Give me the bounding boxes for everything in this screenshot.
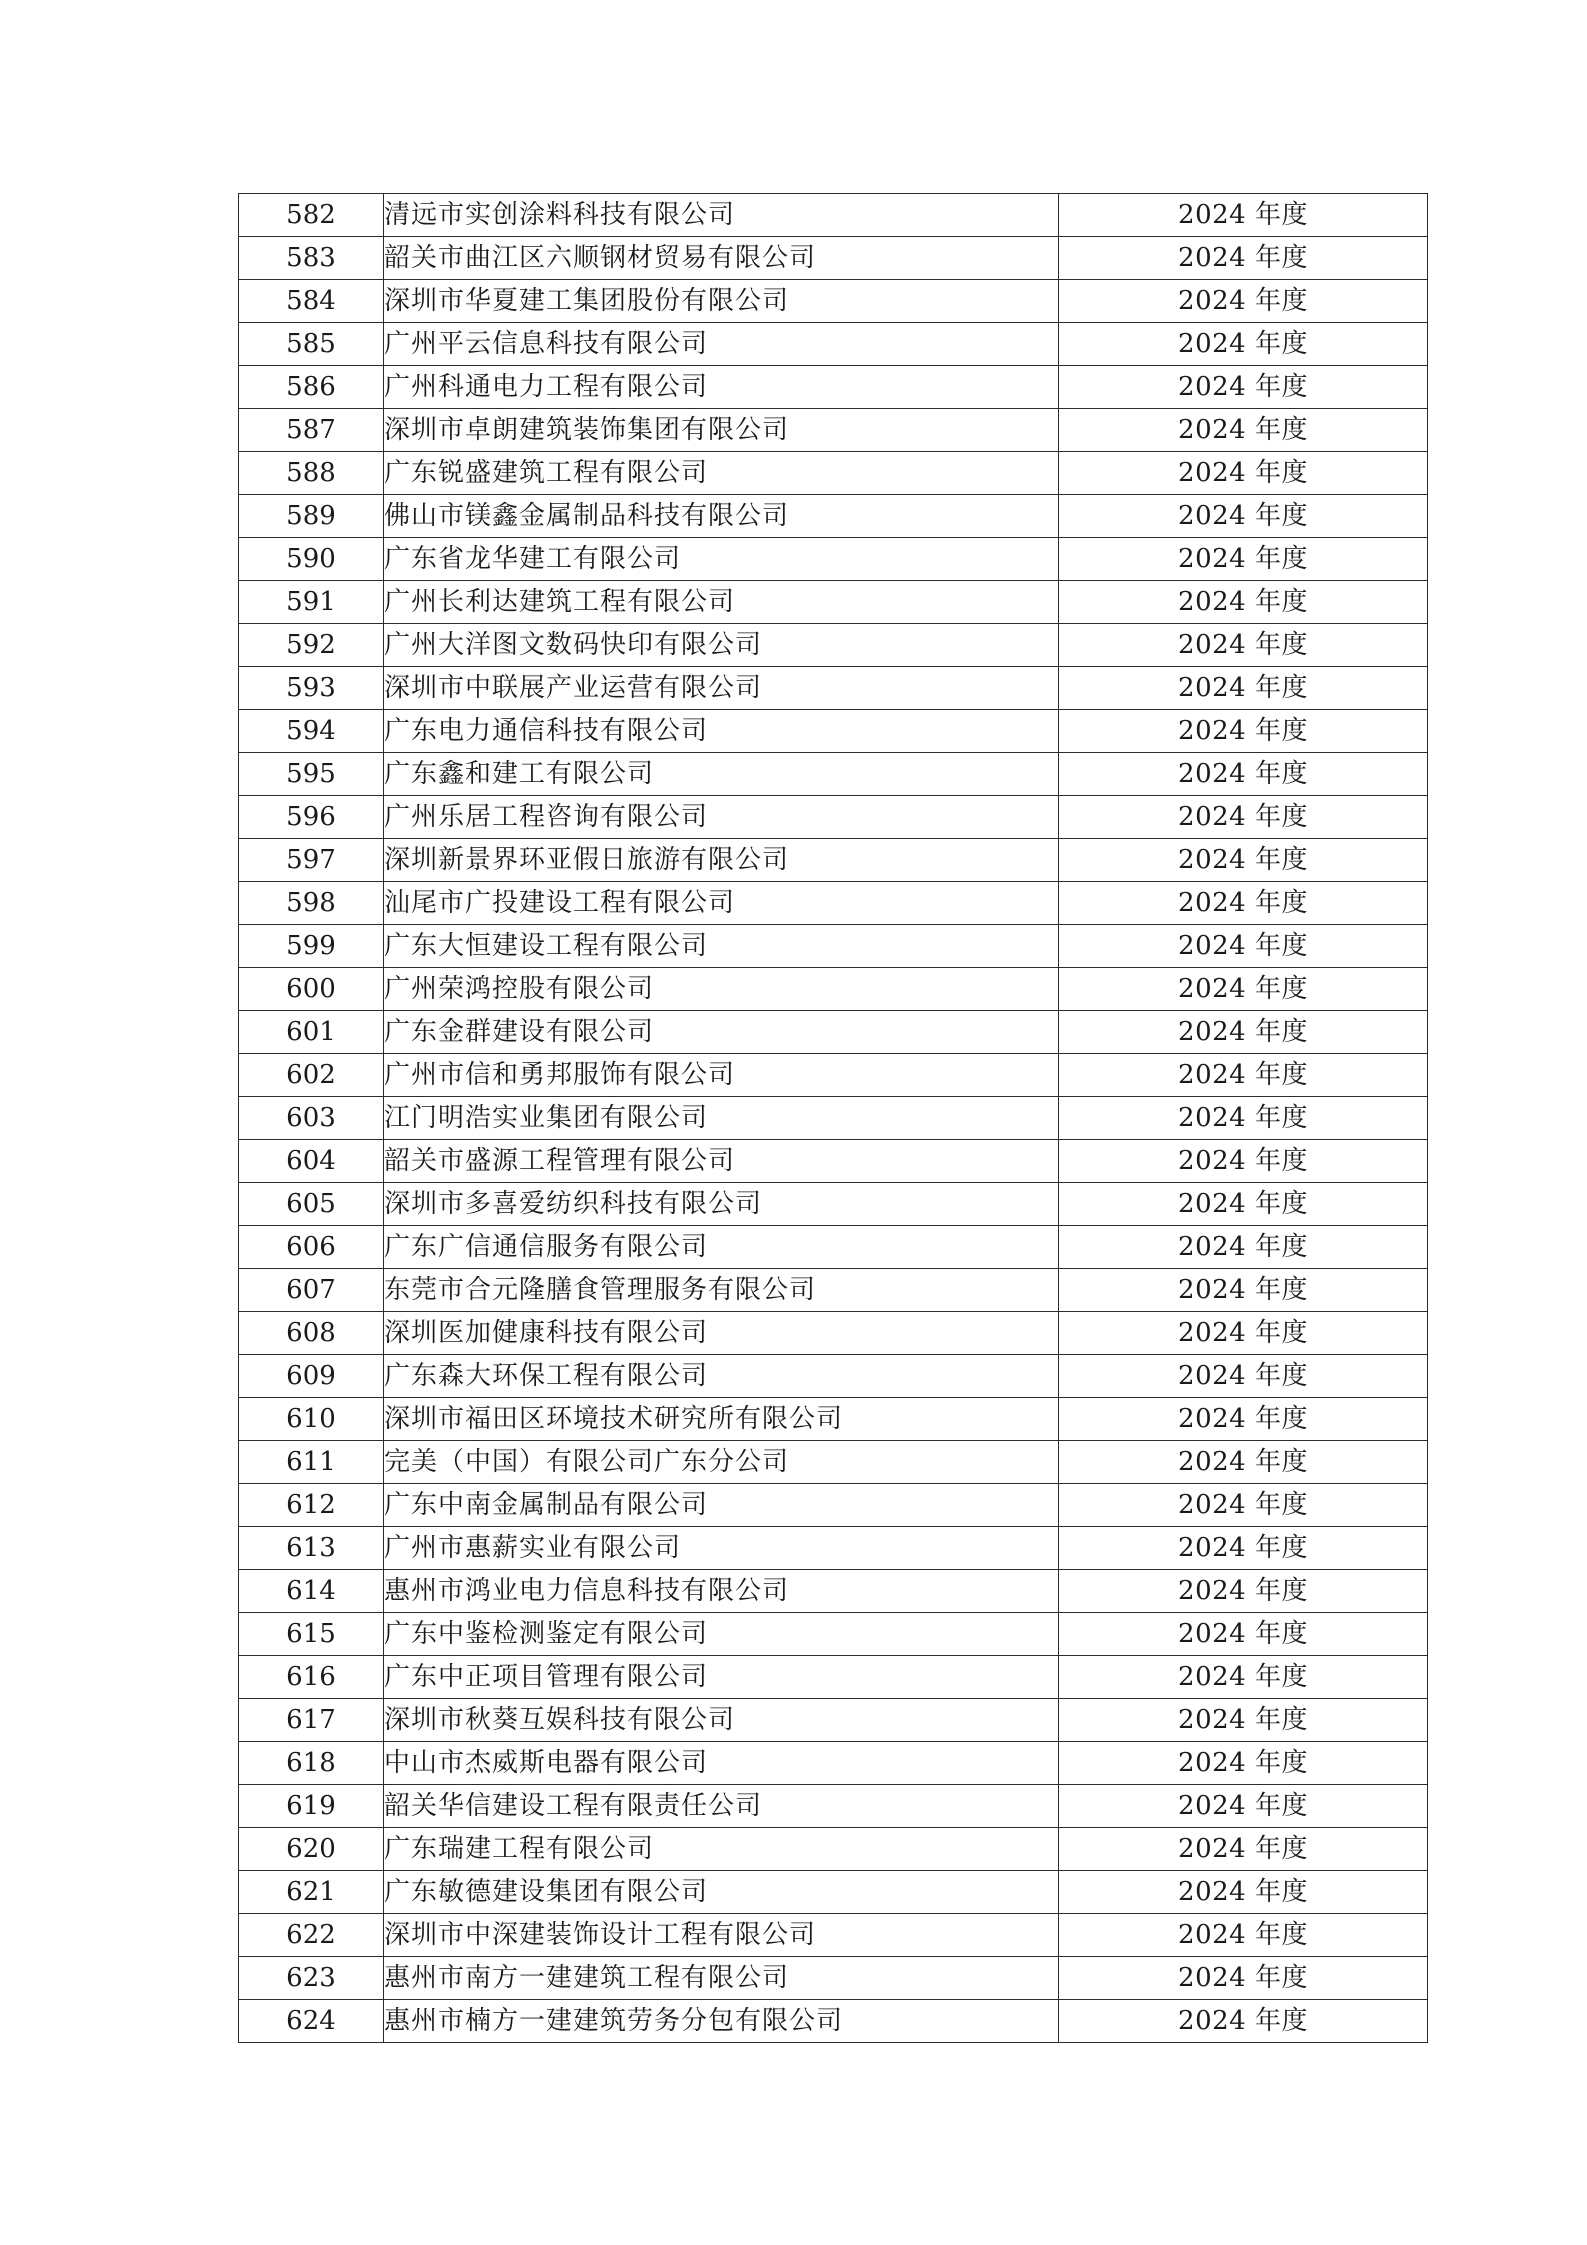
company-name-cell: 广东金群建设有限公司 bbox=[384, 1011, 1059, 1054]
company-name-cell: 清远市实创涂料科技有限公司 bbox=[384, 194, 1059, 237]
row-number-cell: 612 bbox=[239, 1484, 384, 1527]
table-row bbox=[239, 280, 1428, 323]
row-number-cell: 614 bbox=[239, 1570, 384, 1613]
year-cell: 2024 年度 bbox=[1059, 1441, 1428, 1484]
year-cell: 2024 年度 bbox=[1059, 1140, 1428, 1183]
year-cell: 2024 年度 bbox=[1059, 1828, 1428, 1871]
year-cell: 2024 年度 bbox=[1059, 1226, 1428, 1269]
company-name-cell: 江门明浩实业集团有限公司 bbox=[384, 1097, 1059, 1140]
company-name-cell: 佛山市镁鑫金属制品科技有限公司 bbox=[384, 495, 1059, 538]
year-cell: 2024 年度 bbox=[1059, 366, 1428, 409]
company-list-table bbox=[238, 193, 1428, 2043]
company-name-cell: 深圳市卓朗建筑装饰集团有限公司 bbox=[384, 409, 1059, 452]
row-number-cell: 617 bbox=[239, 1699, 384, 1742]
row-number-cell: 606 bbox=[239, 1226, 384, 1269]
row-number-cell: 589 bbox=[239, 495, 384, 538]
company-name-cell: 广州平云信息科技有限公司 bbox=[384, 323, 1059, 366]
row-number-cell: 583 bbox=[239, 237, 384, 280]
year-cell: 2024 年度 bbox=[1059, 2000, 1428, 2043]
table-row bbox=[239, 1785, 1428, 1828]
table-row bbox=[239, 1355, 1428, 1398]
year-cell: 2024 年度 bbox=[1059, 1097, 1428, 1140]
company-name-cell: 广东大恒建设工程有限公司 bbox=[384, 925, 1059, 968]
company-name-cell: 广东鑫和建工有限公司 bbox=[384, 753, 1059, 796]
table-row bbox=[239, 1054, 1428, 1097]
table-row bbox=[239, 409, 1428, 452]
table-row bbox=[239, 1570, 1428, 1613]
row-number-cell: 600 bbox=[239, 968, 384, 1011]
year-cell: 2024 年度 bbox=[1059, 1914, 1428, 1957]
company-name-cell: 汕尾市广投建设工程有限公司 bbox=[384, 882, 1059, 925]
year-cell: 2024 年度 bbox=[1059, 1613, 1428, 1656]
table-row bbox=[239, 1398, 1428, 1441]
row-number-cell: 609 bbox=[239, 1355, 384, 1398]
year-cell: 2024 年度 bbox=[1059, 1527, 1428, 1570]
table-row bbox=[239, 710, 1428, 753]
table-row bbox=[239, 1441, 1428, 1484]
row-number-cell: 604 bbox=[239, 1140, 384, 1183]
year-cell: 2024 年度 bbox=[1059, 323, 1428, 366]
year-cell: 2024 年度 bbox=[1059, 452, 1428, 495]
row-number-cell: 588 bbox=[239, 452, 384, 495]
row-number-cell: 611 bbox=[239, 1441, 384, 1484]
company-name-cell: 广东广信通信服务有限公司 bbox=[384, 1226, 1059, 1269]
row-number-cell: 582 bbox=[239, 194, 384, 237]
year-cell: 2024 年度 bbox=[1059, 581, 1428, 624]
year-cell: 2024 年度 bbox=[1059, 1570, 1428, 1613]
table-row bbox=[239, 1312, 1428, 1355]
company-name-cell: 韶关华信建设工程有限责任公司 bbox=[384, 1785, 1059, 1828]
company-name-cell: 深圳市中深建装饰设计工程有限公司 bbox=[384, 1914, 1059, 1957]
company-name-cell: 广东省龙华建工有限公司 bbox=[384, 538, 1059, 581]
row-number-cell: 585 bbox=[239, 323, 384, 366]
table-row bbox=[239, 796, 1428, 839]
company-name-cell: 深圳市秋葵互娱科技有限公司 bbox=[384, 1699, 1059, 1742]
table-row bbox=[239, 1527, 1428, 1570]
row-number-cell: 594 bbox=[239, 710, 384, 753]
row-number-cell: 620 bbox=[239, 1828, 384, 1871]
table-row bbox=[239, 1269, 1428, 1312]
row-number-cell: 584 bbox=[239, 280, 384, 323]
table-row bbox=[239, 1957, 1428, 2000]
table-row bbox=[239, 1011, 1428, 1054]
year-cell: 2024 年度 bbox=[1059, 1957, 1428, 2000]
year-cell: 2024 年度 bbox=[1059, 409, 1428, 452]
row-number-cell: 587 bbox=[239, 409, 384, 452]
row-number-cell: 592 bbox=[239, 624, 384, 667]
company-name-cell: 东莞市合元隆膳食管理服务有限公司 bbox=[384, 1269, 1059, 1312]
table-row bbox=[239, 452, 1428, 495]
table-row bbox=[239, 925, 1428, 968]
table-row bbox=[239, 1613, 1428, 1656]
company-name-cell: 深圳医加健康科技有限公司 bbox=[384, 1312, 1059, 1355]
company-name-cell: 中山市杰威斯电器有限公司 bbox=[384, 1742, 1059, 1785]
year-cell: 2024 年度 bbox=[1059, 839, 1428, 882]
year-cell: 2024 年度 bbox=[1059, 194, 1428, 237]
row-number-cell: 621 bbox=[239, 1871, 384, 1914]
year-cell: 2024 年度 bbox=[1059, 1312, 1428, 1355]
row-number-cell: 607 bbox=[239, 1269, 384, 1312]
year-cell: 2024 年度 bbox=[1059, 495, 1428, 538]
company-name-cell: 广东中鉴检测鉴定有限公司 bbox=[384, 1613, 1059, 1656]
company-name-cell: 深圳新景界环亚假日旅游有限公司 bbox=[384, 839, 1059, 882]
row-number-cell: 590 bbox=[239, 538, 384, 581]
row-number-cell: 613 bbox=[239, 1527, 384, 1570]
year-cell: 2024 年度 bbox=[1059, 1011, 1428, 1054]
year-cell: 2024 年度 bbox=[1059, 968, 1428, 1011]
company-name-cell: 广东森大环保工程有限公司 bbox=[384, 1355, 1059, 1398]
table-row bbox=[239, 1097, 1428, 1140]
company-name-cell: 广州长利达建筑工程有限公司 bbox=[384, 581, 1059, 624]
year-cell: 2024 年度 bbox=[1059, 1656, 1428, 1699]
table-row bbox=[239, 1140, 1428, 1183]
row-number-cell: 610 bbox=[239, 1398, 384, 1441]
year-cell: 2024 年度 bbox=[1059, 667, 1428, 710]
company-name-cell: 广东锐盛建筑工程有限公司 bbox=[384, 452, 1059, 495]
table-row bbox=[239, 1656, 1428, 1699]
company-name-cell: 惠州市鸿业电力信息科技有限公司 bbox=[384, 1570, 1059, 1613]
row-number-cell: 601 bbox=[239, 1011, 384, 1054]
table-row bbox=[239, 1828, 1428, 1871]
table-row bbox=[239, 1742, 1428, 1785]
company-name-cell: 广东瑞建工程有限公司 bbox=[384, 1828, 1059, 1871]
table-row bbox=[239, 753, 1428, 796]
row-number-cell: 595 bbox=[239, 753, 384, 796]
year-cell: 2024 年度 bbox=[1059, 882, 1428, 925]
table-row bbox=[239, 1914, 1428, 1957]
year-cell: 2024 年度 bbox=[1059, 753, 1428, 796]
year-cell: 2024 年度 bbox=[1059, 710, 1428, 753]
row-number-cell: 597 bbox=[239, 839, 384, 882]
table-row bbox=[239, 366, 1428, 409]
row-number-cell: 586 bbox=[239, 366, 384, 409]
row-number-cell: 624 bbox=[239, 2000, 384, 2043]
table-row bbox=[239, 194, 1428, 237]
row-number-cell: 618 bbox=[239, 1742, 384, 1785]
table-row bbox=[239, 882, 1428, 925]
year-cell: 2024 年度 bbox=[1059, 280, 1428, 323]
company-name-cell: 广东电力通信科技有限公司 bbox=[384, 710, 1059, 753]
company-name-cell: 广州市信和勇邦服饰有限公司 bbox=[384, 1054, 1059, 1097]
table-row bbox=[239, 2000, 1428, 2043]
year-cell: 2024 年度 bbox=[1059, 1398, 1428, 1441]
year-cell: 2024 年度 bbox=[1059, 1183, 1428, 1226]
year-cell: 2024 年度 bbox=[1059, 1785, 1428, 1828]
company-list-body bbox=[239, 194, 1428, 2043]
company-name-cell: 韶关市盛源工程管理有限公司 bbox=[384, 1140, 1059, 1183]
row-number-cell: 616 bbox=[239, 1656, 384, 1699]
company-name-cell: 广州市惠薪实业有限公司 bbox=[384, 1527, 1059, 1570]
row-number-cell: 599 bbox=[239, 925, 384, 968]
table-row bbox=[239, 839, 1428, 882]
year-cell: 2024 年度 bbox=[1059, 1355, 1428, 1398]
company-name-cell: 深圳市中联展产业运营有限公司 bbox=[384, 667, 1059, 710]
row-number-cell: 622 bbox=[239, 1914, 384, 1957]
table-row bbox=[239, 237, 1428, 280]
year-cell: 2024 年度 bbox=[1059, 1871, 1428, 1914]
company-name-cell: 广州荣鸿控股有限公司 bbox=[384, 968, 1059, 1011]
table-row bbox=[239, 1484, 1428, 1527]
company-name-cell: 深圳市华夏建工集团股份有限公司 bbox=[384, 280, 1059, 323]
company-name-cell: 广东敏德建设集团有限公司 bbox=[384, 1871, 1059, 1914]
year-cell: 2024 年度 bbox=[1059, 1484, 1428, 1527]
year-cell: 2024 年度 bbox=[1059, 1054, 1428, 1097]
year-cell: 2024 年度 bbox=[1059, 538, 1428, 581]
year-cell: 2024 年度 bbox=[1059, 1699, 1428, 1742]
year-cell: 2024 年度 bbox=[1059, 1269, 1428, 1312]
company-name-cell: 完美（中国）有限公司广东分公司 bbox=[384, 1441, 1059, 1484]
company-name-cell: 惠州市南方一建建筑工程有限公司 bbox=[384, 1957, 1059, 2000]
company-name-cell: 深圳市福田区环境技术研究所有限公司 bbox=[384, 1398, 1059, 1441]
table-row bbox=[239, 1699, 1428, 1742]
year-cell: 2024 年度 bbox=[1059, 796, 1428, 839]
company-name-cell: 广州大洋图文数码快印有限公司 bbox=[384, 624, 1059, 667]
table-row bbox=[239, 581, 1428, 624]
table-row bbox=[239, 667, 1428, 710]
company-name-cell: 深圳市多喜爱纺织科技有限公司 bbox=[384, 1183, 1059, 1226]
row-number-cell: 623 bbox=[239, 1957, 384, 2000]
company-name-cell: 广东中正项目管理有限公司 bbox=[384, 1656, 1059, 1699]
table-row bbox=[239, 1183, 1428, 1226]
year-cell: 2024 年度 bbox=[1059, 925, 1428, 968]
table-row bbox=[239, 624, 1428, 667]
company-name-cell: 广州乐居工程咨询有限公司 bbox=[384, 796, 1059, 839]
table-row bbox=[239, 323, 1428, 366]
row-number-cell: 593 bbox=[239, 667, 384, 710]
year-cell: 2024 年度 bbox=[1059, 624, 1428, 667]
company-name-cell: 广州科通电力工程有限公司 bbox=[384, 366, 1059, 409]
table-row bbox=[239, 1226, 1428, 1269]
table-row bbox=[239, 1871, 1428, 1914]
row-number-cell: 605 bbox=[239, 1183, 384, 1226]
year-cell: 2024 年度 bbox=[1059, 237, 1428, 280]
row-number-cell: 608 bbox=[239, 1312, 384, 1355]
row-number-cell: 596 bbox=[239, 796, 384, 839]
table-row bbox=[239, 538, 1428, 581]
row-number-cell: 615 bbox=[239, 1613, 384, 1656]
table-row bbox=[239, 968, 1428, 1011]
company-name-cell: 惠州市楠方一建建筑劳务分包有限公司 bbox=[384, 2000, 1059, 2043]
row-number-cell: 591 bbox=[239, 581, 384, 624]
year-cell: 2024 年度 bbox=[1059, 1742, 1428, 1785]
company-name-cell: 韶关市曲江区六顺钢材贸易有限公司 bbox=[384, 237, 1059, 280]
row-number-cell: 619 bbox=[239, 1785, 384, 1828]
row-number-cell: 598 bbox=[239, 882, 384, 925]
row-number-cell: 603 bbox=[239, 1097, 384, 1140]
company-name-cell: 广东中南金属制品有限公司 bbox=[384, 1484, 1059, 1527]
row-number-cell: 602 bbox=[239, 1054, 384, 1097]
table-row bbox=[239, 495, 1428, 538]
